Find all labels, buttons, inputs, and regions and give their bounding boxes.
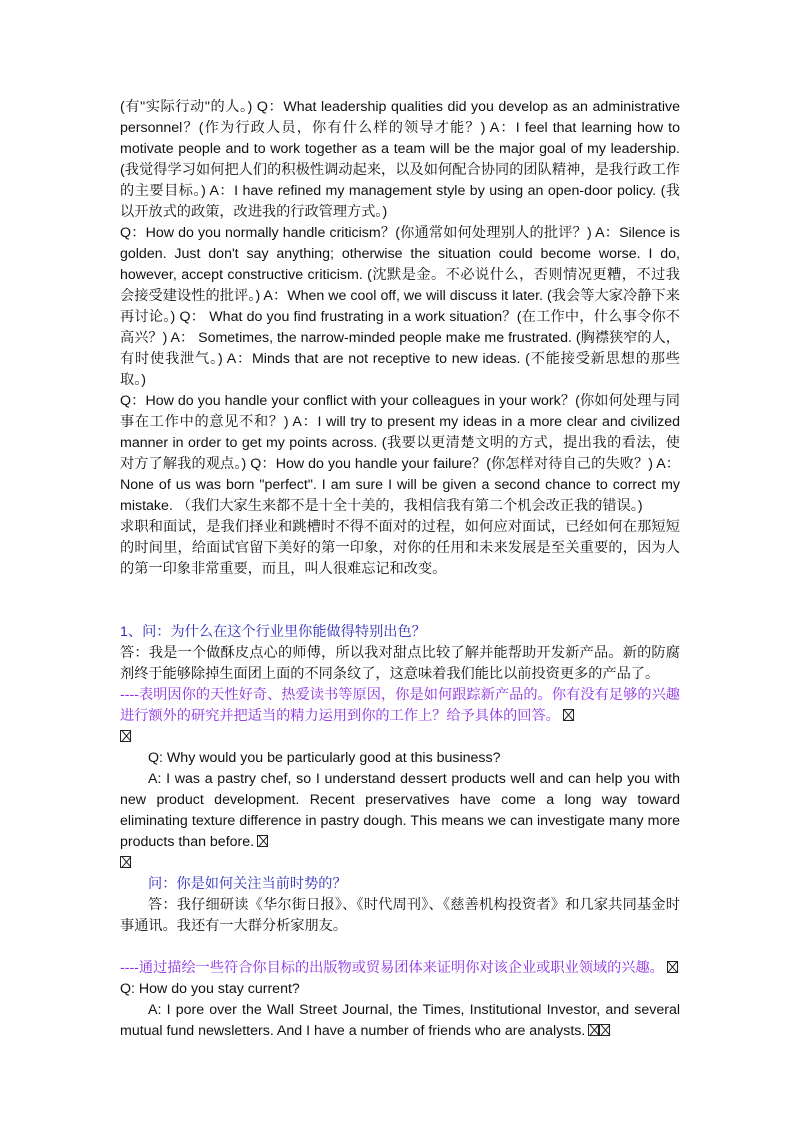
placeholder-box-icon: [563, 709, 574, 721]
section1-question-cn: 1、问：为什么在这个行业里你能做得特别出色？: [120, 624, 426, 640]
section2-question-cn: 问：你是如何关注当前时势的？: [148, 876, 347, 892]
criticism-paragraph: Q：How do you normally handle criticism？(你通常如何处理别人的批评？) A：Silence is golden. Just don't say anything; otherwise the situation could become worse. I do, however, accept constructive criticism. (沈默是金。不必说什么，否则情况更糟，不过我会接受建设性的批评。) A：When we cool off, we will discuss it later. (我会等大家冷静下来再讨论。) Q： What do you find frustrating in a work situation？(在工作中，什么事令你不高兴？) A： Sometimes, the narrow-minded people make me frustrated. (胸襟狭窄的人，有时使我泄气。) A：Minds that are not receptive to new ideas. (不能接受新思想的那些取。): [120, 225, 680, 388]
section2-answer-en-text: A: I pore over the Wall Street Journal, the Times, Institutional Investor, and several mutual fund newsletters. And I have a number of friends who are analysts.: [120, 1002, 680, 1039]
placeholder-box-icon: [588, 1024, 599, 1036]
spacer: [120, 580, 680, 622]
spacer: [120, 937, 680, 958]
document-page: [120, 97, 680, 1042]
placeholder-box-icon: [257, 835, 268, 847]
section1-answer-cn: 答：我是一个做酥皮点心的师傅，所以我对甜点比较了解并能帮助开发新产品。新的防腐剂终于能够除掉生面团上面的不同条纹了，这意味着我们能比以前投资更多的产品了。: [120, 645, 680, 682]
section1-tip: [120, 685, 680, 727]
section1-question-en: Q: Why would you be particularly good at this business?: [148, 750, 501, 766]
section2-tip-text: ----通过描绘一些符合你目标的出版物或贸易团体来证明你对该企业或职业领域的兴趣。: [120, 960, 664, 976]
placeholder-box-icon: [599, 1024, 610, 1036]
section1-answer-en: [120, 769, 680, 853]
box-line: [120, 727, 680, 748]
placeholder-box-icon: [667, 961, 678, 973]
intro-paragraph: (有"实际行动"的人。) Q：What leadership qualities did you develop as an administrative personnel？(作为行政人员，你有什么样的领导才能？) A：I feel that learning how to motivate people and to work together as a team will be the major goal of my leadership. (我觉得学习如何把人们的积极性调动起来，以及如何配合协同的团队精神，是我行政工作的主要目标。) A：I have refined my management style by using an open-door policy. (我以开放式的政策，改进我的行政管理方式。): [120, 99, 680, 220]
placeholder-box-icon: [120, 730, 131, 742]
section2-answer-en: [120, 1000, 680, 1042]
closing-paragraph: 求职和面试，是我们择业和跳槽时不得不面对的过程，如何应对面试，已经如何在那短短的时间里，给面试官留下美好的第一印象，对你的任用和未来发展是至关重要的，因为人的第一印象非常重要，而且，叫人很难忘记和改变。: [120, 519, 680, 577]
placeholder-box-icon: [120, 856, 131, 868]
conflict-paragraph: Q：How do you handle your conflict with your colleagues in your work？(你如何处理与同事在工作中的意见不和？) A：I will try to present my ideas in a more clear and civilized manner in order to get my points across. (我要以更清楚文明的方式，提出我的看法，使对方了解我的观点。) Q：How do you handle your failure？(你怎样对待自己的失败？) A：None of us was born "perfect". I am sure I will be given a second chance to correct my mistake. （我们大家生来都不是十全十美的，我相信我有第二个机会改正我的错误。): [120, 393, 680, 514]
section2-tip: [120, 958, 680, 979]
section1-answer-en-text: A: I was a pastry chef, so I understand dessert products well and can help you with new product development. Recent preservatives have come a long way toward eliminating texture difference in pastry dough. This means we can investigate many more products than before.: [120, 771, 680, 850]
box-line: [120, 853, 680, 874]
section2-answer-cn: 答：我仔细研读《华尔街日报》、《时代周刊》、《慈善机构投资者》和几家共同基金时事通讯。我还有一大群分析家朋友。: [120, 897, 680, 934]
section1-tip-text: ----表明因你的天性好奇、热爱读书等原因，你是如何跟踪新产品的。你有没有足够的兴趣进行额外的研究并把适当的精力运用到你的工作上？给予具体的回答。: [120, 687, 680, 724]
section2-question-en: Q: How do you stay current?: [120, 981, 300, 997]
